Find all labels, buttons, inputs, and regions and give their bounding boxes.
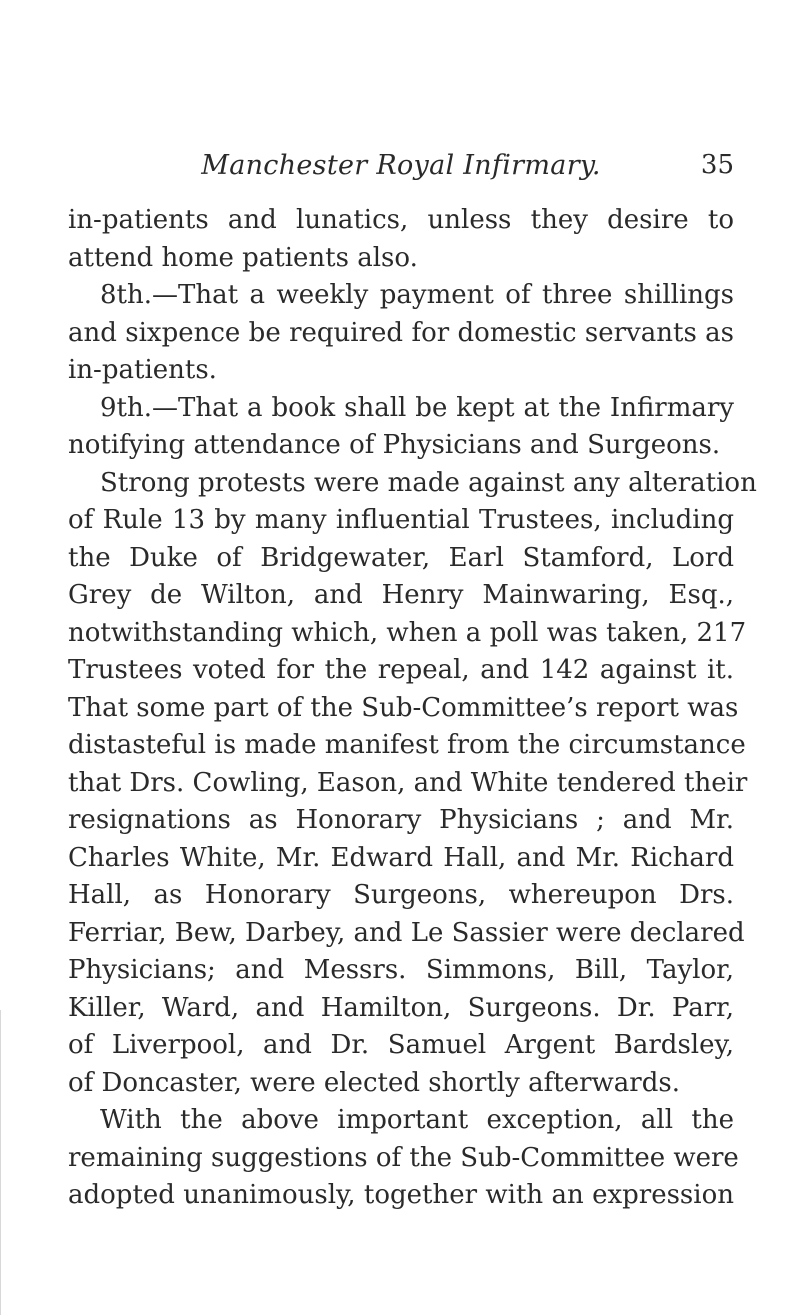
text-line: Physicians; and Messrs. Simmons, Bill, Taylor, <box>68 955 734 985</box>
text-line: notifying attendance of Physicians and Surgeons. <box>68 430 721 460</box>
text-line: that Drs. Cowling, Eason, and White tendered their <box>68 767 748 798</box>
text-line: of Rule 13 by many influential Trustees, including <box>68 505 734 535</box>
text-line: remaining suggestions of the Sub-Committee were <box>68 1142 739 1173</box>
text-line: attend home patients also. <box>68 242 418 273</box>
text-line: adopted unanimously, together with an expression <box>68 1180 734 1210</box>
text-line: With the above important exception, all the <box>100 1105 734 1135</box>
text-line: in-patients. <box>68 355 217 385</box>
running-title: Manchester Royal Infirmary. <box>201 150 601 181</box>
text-line: Charles White, Mr. Edward Hall, and Mr. Richard <box>68 842 734 873</box>
text-line: 9th.—That a book shall be kept at the Infirmary <box>100 392 734 423</box>
text-line: That some part of the Sub-Committee’s report was <box>68 692 739 723</box>
text-line: 8th.—That a weekly payment of three shillings <box>100 280 734 310</box>
body-text <box>68 202 757 1215</box>
text-line: Trustees voted for the repeal, and 142 against it. <box>68 655 734 685</box>
text-line: resignations as Honorary Physicians ; and Mr. <box>68 805 734 835</box>
page-number: 35 <box>700 150 734 180</box>
text-line: of Doncaster, were elected shortly afterwards. <box>68 1067 680 1098</box>
scan-edge-mark <box>0 1010 1 1315</box>
running-head <box>68 150 734 190</box>
text-line: Grey de Wilton, and Henry Mainwaring, Esq., <box>68 580 734 610</box>
text-line: notwithstanding which, when a poll was taken, 217 <box>68 617 747 648</box>
text-line: the Duke of Bridgewater, Earl Stamford, Lord <box>68 542 734 573</box>
text-line: distasteful is made manifest from the circumstance <box>68 730 746 760</box>
text-line: in-patients and lunatics, unless they desire to <box>68 205 734 235</box>
text-line: Killer, Ward, and Hamilton, Surgeons. Dr. Parr, <box>68 992 734 1023</box>
text-line: Strong protests were made against any alteration <box>100 467 757 498</box>
text-line: of Liverpool, and Dr. Samuel Argent Bardsley, <box>68 1030 734 1060</box>
text-line: and sixpence be required for domestic servants as <box>68 317 734 348</box>
text-line: Ferriar, Bew, Darbey, and Le Sassier were declared <box>68 917 745 948</box>
text-line: Hall, as Honorary Surgeons, whereupon Drs. <box>68 880 734 910</box>
